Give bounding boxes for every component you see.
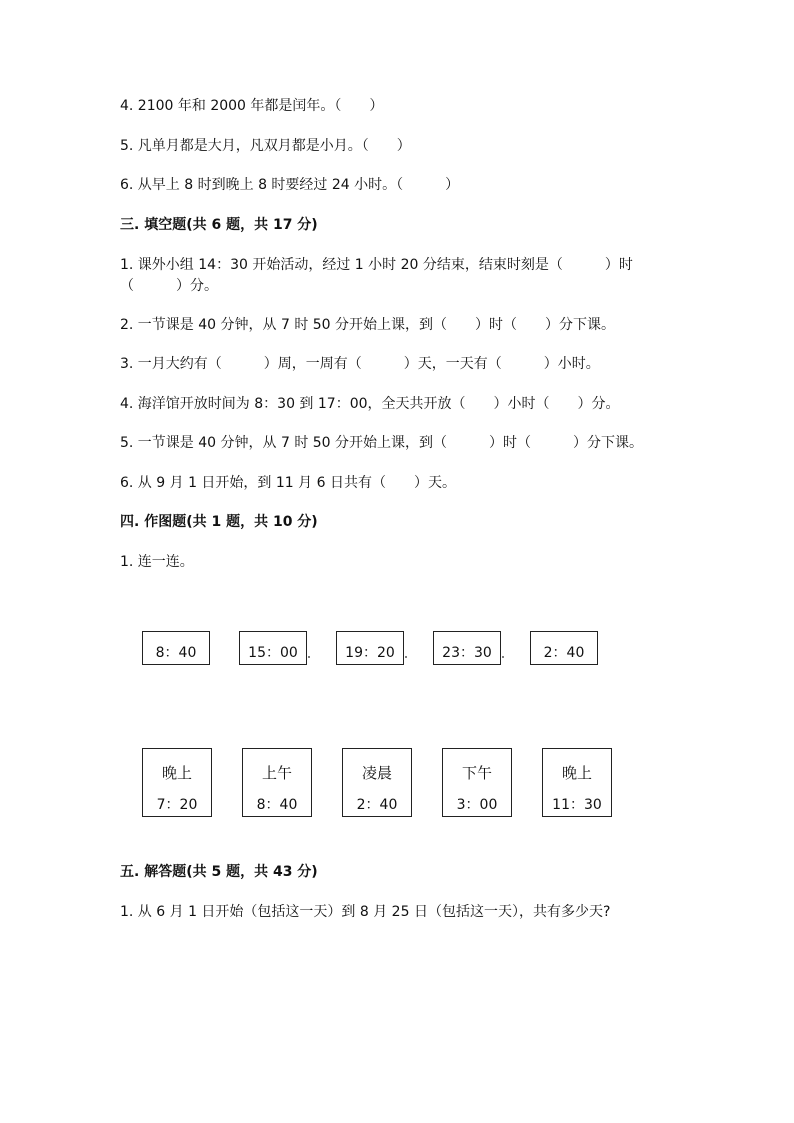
fill-question-4: 4. 海洋馆开放时间为 8：30 到 17：00，全天共开放（ ）小时（ ）分。	[120, 396, 620, 412]
fill-question-1-line-1: 1. 课外小组 14：30 开始活动，经过 1 小时 20 分结束，结束时刻是（ ）时	[120, 257, 633, 273]
period-box-3[interactable]	[342, 748, 412, 817]
judgement-item-4: 4. 2100 年和 2000 年都是闰年。（ ）	[120, 98, 384, 114]
period-label: 上午	[261, 764, 292, 782]
fill-question-5: 5. 一节课是 40 分钟，从 7 时 50 分开始上课，到（ ）时（ ）分下课。	[120, 435, 644, 451]
period-label: 晚上	[161, 764, 192, 782]
period-box-1[interactable]	[142, 748, 212, 817]
connection-dot	[405, 656, 407, 658]
time-box-label: 19：20	[345, 645, 395, 661]
period-box-4[interactable]	[442, 748, 512, 817]
answer-question-1: 1. 从 6 月 1 日开始（包括这一天）到 8 月 25 日（包括这一天），共有多少天?	[120, 904, 611, 920]
period-time: 8：40	[256, 797, 298, 813]
drawing-question-1: 1. 连一连。	[120, 554, 194, 570]
fill-question-6: 6. 从 9 月 1 日开始，到 11 月 6 日共有（ ）天。	[120, 475, 456, 491]
time-box-4[interactable]	[433, 631, 501, 665]
time-box-label: 8：40	[155, 645, 197, 661]
period-time: 2：40	[356, 797, 398, 813]
period-box-2[interactable]	[242, 748, 312, 817]
time-box-label: 23：30	[442, 645, 492, 661]
fill-question-2: 2. 一节课是 40 分钟，从 7 时 50 分开始上课，到（ ）时（ ）分下课。	[120, 317, 616, 333]
time-box-3[interactable]	[336, 631, 404, 665]
time-box-label: 2：40	[543, 645, 585, 661]
time-box-1[interactable]	[142, 631, 210, 665]
fill-question-3: 3. 一月大约有（ ）周，一周有（ ）天，一天有（ ）小时。	[120, 356, 600, 372]
section-5-heading: 五. 解答题(共 5 题，共 43 分)	[120, 864, 318, 880]
judgement-item-6: 6. 从早上 8 时到晚上 8 时要经过 24 小时。（ ）	[120, 177, 460, 193]
connection-dot	[502, 656, 504, 658]
time-box-5[interactable]	[530, 631, 598, 665]
time-box-label: 15：00	[248, 645, 298, 661]
period-time: 7：20	[156, 797, 198, 813]
connection-dot	[308, 656, 310, 658]
section-4-heading: 四. 作图题(共 1 题，共 10 分)	[120, 514, 318, 530]
period-label: 晚上	[561, 764, 592, 782]
period-time: 11：30	[552, 797, 602, 813]
period-time: 3：00	[456, 797, 498, 813]
period-label: 凌晨	[361, 764, 392, 782]
judgement-item-5: 5. 凡单月都是大月，凡双月都是小月。（ ）	[120, 138, 411, 154]
period-label: 下午	[461, 764, 492, 782]
section-3-heading: 三. 填空题(共 6 题，共 17 分)	[120, 217, 318, 233]
time-box-2[interactable]	[239, 631, 307, 665]
fill-question-1-line-2: （ ）分。	[120, 278, 218, 294]
period-box-5[interactable]	[542, 748, 612, 817]
